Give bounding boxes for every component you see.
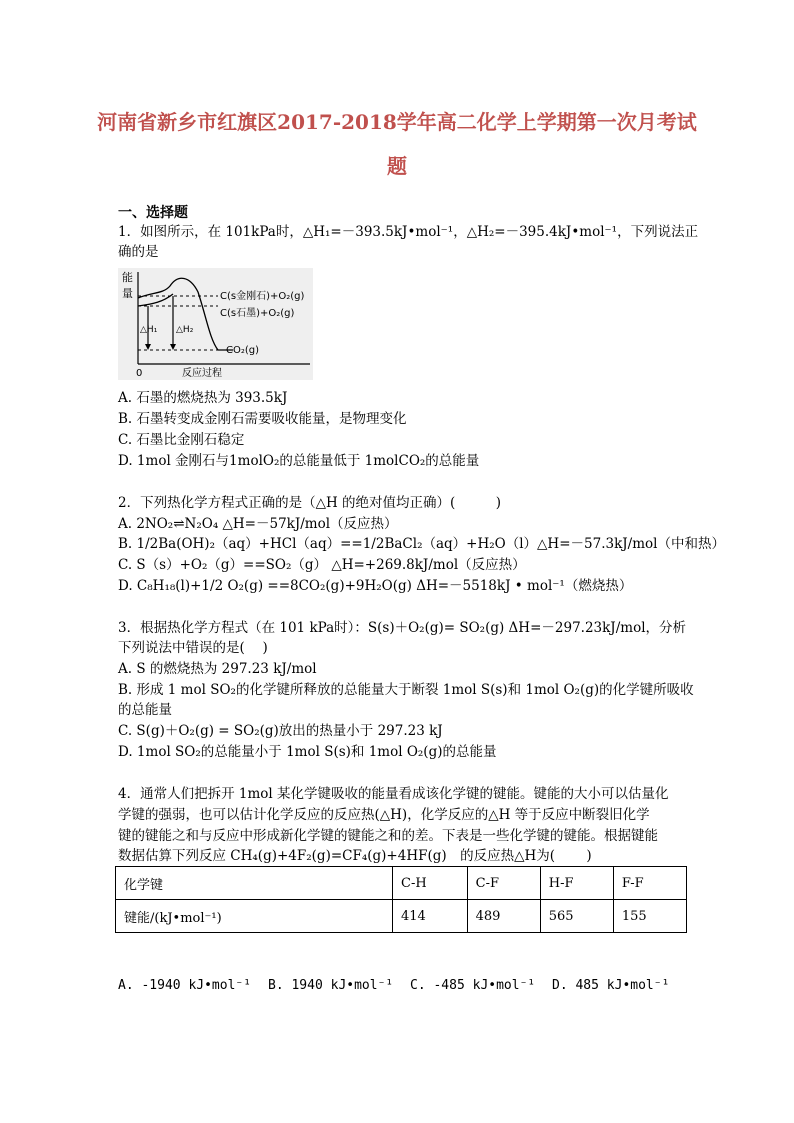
page-title-line1: 河南省新乡市红旗区2017-2018学年高二化学上学期第一次月考试 bbox=[97, 110, 697, 134]
table-cell: 155 bbox=[613, 900, 686, 933]
q2-option-c: C. S（s）+O₂（g）==SO₂（g） △H=+269.8kJ/mol（反应热） bbox=[118, 557, 526, 573]
q2-option-a: A. 2NO₂⇌N₂O₄ △H=－57kJ/mol（反应热） bbox=[118, 516, 398, 532]
label-graphite: C(s石墨)+O₂(g) bbox=[220, 308, 295, 319]
q4-answer-b: B. 1940 kJ•mol⁻¹ bbox=[268, 978, 394, 993]
q4-answer-c: C. -485 kJ•mol⁻¹ bbox=[410, 978, 536, 993]
q3-option-b-cont: 的总能量 bbox=[118, 702, 172, 718]
table-cell: 489 bbox=[467, 900, 540, 933]
energy-diagram bbox=[118, 268, 313, 380]
q3-option-c: C. S(g)＋O₂(g) = SO₂(g)放出的热量小于 297.23 kJ bbox=[118, 723, 443, 739]
dh1-label: △H₁ bbox=[140, 325, 158, 335]
label-diamond: C(s金刚石)+O₂(g) bbox=[220, 291, 305, 302]
q4-stem-line1: 4．通常人们把拆开 1mol 某化学键吸收的能量看成该化学键的键能。键能的大小可以估量化 bbox=[118, 786, 669, 802]
q3-option-a: A. S 的燃烧热为 297.23 kJ/mol bbox=[118, 661, 317, 677]
table-header-cell: F-F bbox=[613, 867, 686, 900]
y-axis-label-1: 能 bbox=[122, 271, 133, 284]
q2-option-d: D. C₈H₁₈(l)+1/2 O₂(g) ==8CO₂(g)+9H₂O(g) ΔH=－5518kJ • mol⁻¹（燃烧热） bbox=[118, 578, 633, 594]
q4-stem-line4: 数据估算下列反应 CH₄(g)+4F₂(g)=CF₄(g)+4HF(g) 的反应热△H为( ) bbox=[118, 848, 592, 864]
q3-stem-line1: 3．根据热化学方程式（在 101 kPa时）：S(s)＋O₂(g)= SO₂(g) ΔH=－297.23kJ/mol，分析 bbox=[118, 620, 687, 636]
q3-option-b: B. 形成 1 mol SO₂的化学键所释放的总能量大于断裂 1mol S(s)和 1mol O₂(g)的化学键所吸收 bbox=[118, 682, 694, 698]
table-header-cell: H-F bbox=[540, 867, 613, 900]
q3-stem-line2: 下列说法中错误的是( ) bbox=[118, 640, 268, 656]
q1-option-a: A. 石墨的燃烧热为 393.5kJ bbox=[118, 390, 288, 406]
page-title-line2: 题 bbox=[387, 154, 407, 178]
q1-stem-line2: 确的是 bbox=[118, 244, 159, 260]
q4-answer-d: D. 485 kJ•mol⁻¹ bbox=[552, 978, 670, 993]
x-axis-label: 反应过程 bbox=[182, 368, 222, 379]
table-row-label: 键能/(kJ•mol⁻¹) bbox=[116, 900, 393, 933]
q2-option-b: B. 1/2Ba(OH)₂（aq）+HCl（aq）==1/2BaCl₂（aq）+H₂O（l）△H=－57.3kJ/mol（中和热） bbox=[118, 536, 725, 552]
y-axis-label-2: 量 bbox=[122, 287, 133, 300]
bond-energy-table bbox=[115, 866, 687, 933]
q4-stem-line3: 键的键能之和与反应中形成新化学键的键能之和的差。下表是一些化学键的键能。根据键能 bbox=[118, 828, 658, 844]
q4-answer-a: A. -1940 kJ•mol⁻¹ bbox=[118, 978, 252, 993]
table-cell: 414 bbox=[393, 900, 468, 933]
table-header-cell: C-F bbox=[467, 867, 540, 900]
dh2-label: △H₂ bbox=[176, 325, 194, 335]
q2-stem: 2．下列热化学方程式正确的是（△H 的绝对值均正确）( ) bbox=[118, 495, 502, 511]
q1-stem-line1: 1．如图所示，在 101kPa时，△H₁=－393.5kJ•mol⁻¹，△H₂=－395.4kJ•mol⁻¹，下列说法正 bbox=[118, 224, 699, 240]
section-heading: 一、选择题 bbox=[118, 205, 188, 221]
q3-option-d: D. 1mol SO₂的总能量小于 1mol S(s)和 1mol O₂(g)的总能量 bbox=[118, 744, 497, 760]
table-header-cell: C-H bbox=[393, 867, 468, 900]
origin-label: 0 bbox=[136, 368, 143, 379]
q1-option-c: C. 石墨比金刚石稳定 bbox=[118, 432, 245, 448]
table-header-cell: 化学键 bbox=[116, 867, 393, 900]
q1-option-d: D. 1mol 金刚石与1molO₂的总能量低于 1molCO₂的总能量 bbox=[118, 453, 480, 469]
q4-stem-line2: 学键的强弱，也可以估计化学反应的反应热(△H)，化学反应的△H 等于反应中断裂旧化学 bbox=[118, 807, 650, 823]
table-cell: 565 bbox=[540, 900, 613, 933]
label-co2: CO₂(g) bbox=[226, 345, 260, 356]
table-header-row bbox=[116, 867, 687, 900]
table-row bbox=[116, 900, 687, 933]
q1-option-b: B. 石墨转变成金刚石需要吸收能量，是物理变化 bbox=[118, 411, 407, 427]
